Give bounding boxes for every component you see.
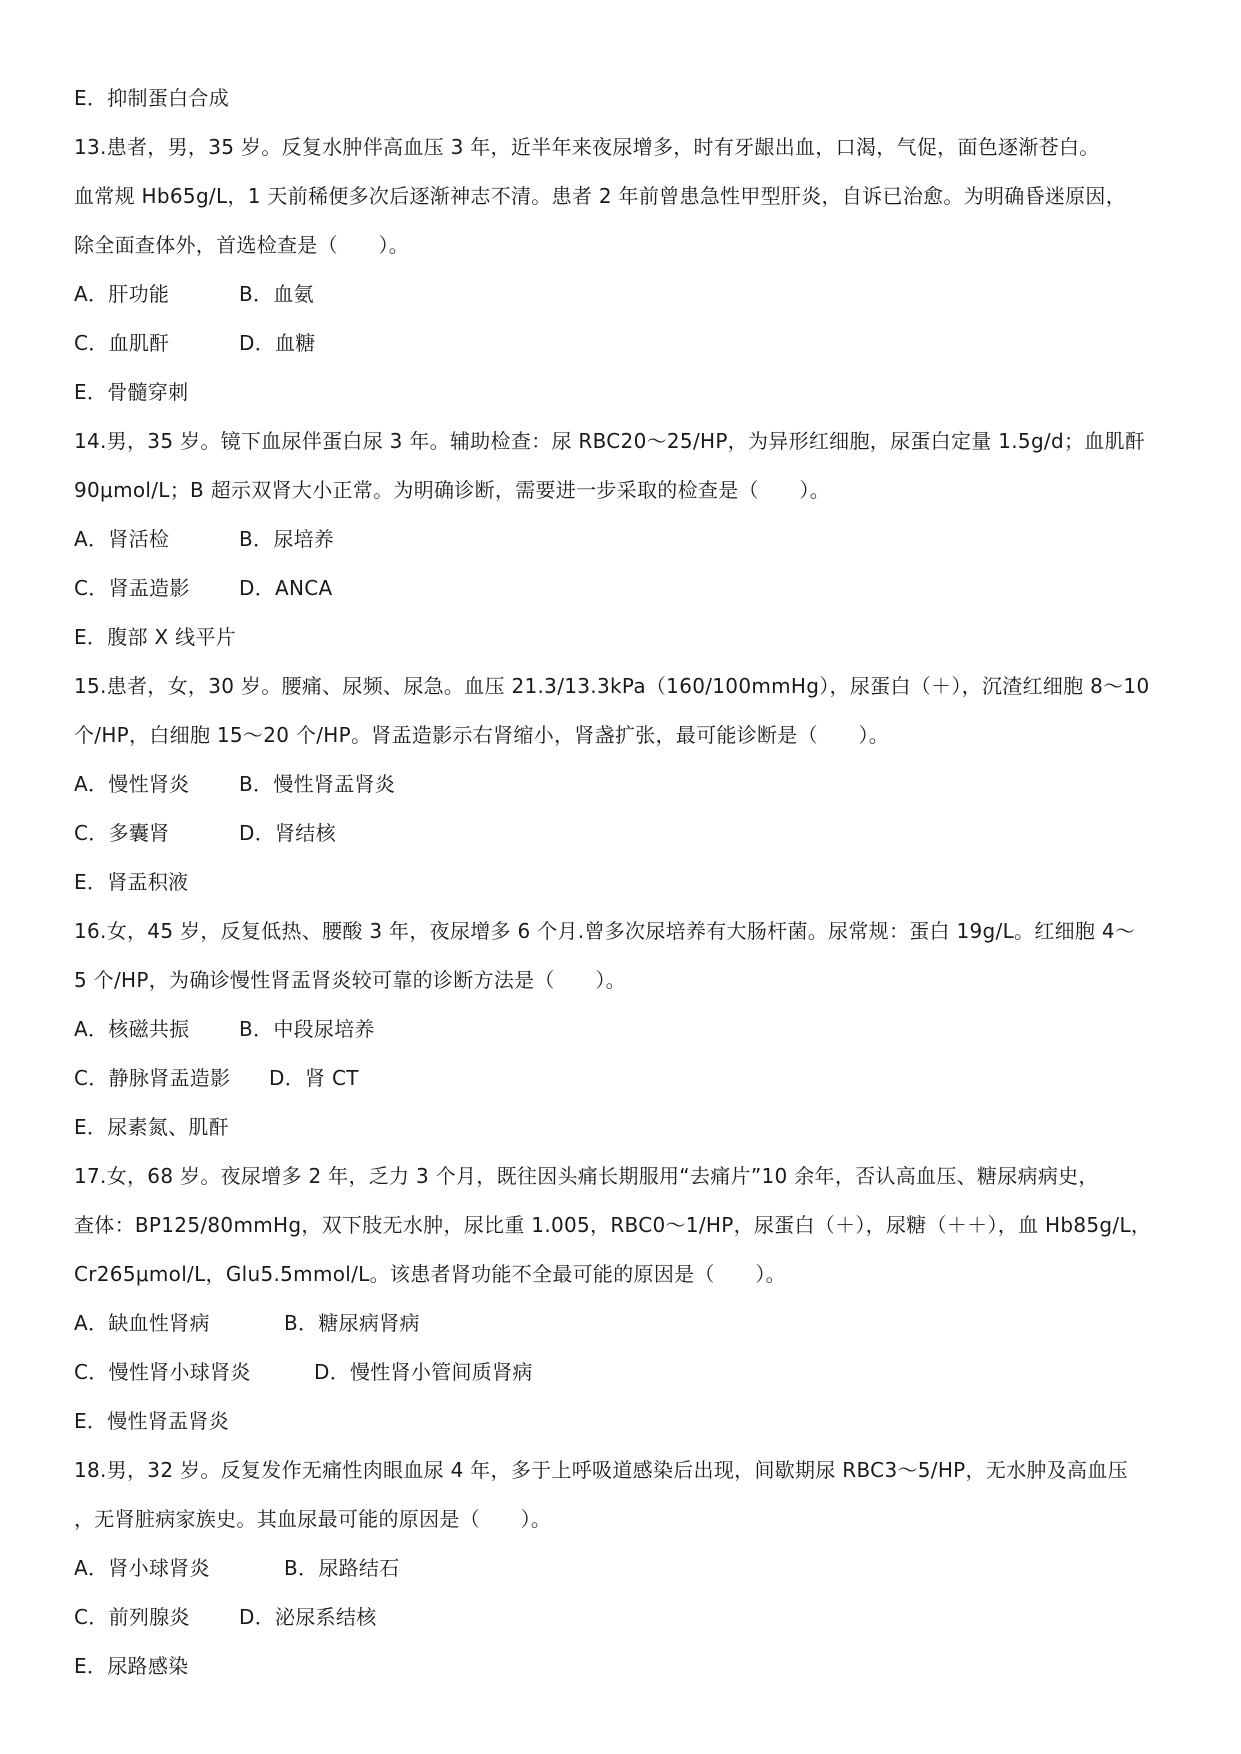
q15-option-b: B．慢性肾盂肾炎 <box>239 772 396 796</box>
q18-option-b: B．尿路结石 <box>284 1556 400 1580</box>
q17-stem-line-2: 查体：BP125/80mmHg，双下肢无水肿，尿比重 1.005，RBC0～1/HP，尿蛋白（＋），尿糖（＋＋），血 Hb85g/L， <box>74 1213 1152 1237</box>
q13-stem-line-1: 13.患者，男，35 岁。反复水肿伴高血压 3 年，近半年来夜尿增多，时有牙龈出血，口渴，气促，面色逐渐苍白。 <box>74 135 1100 159</box>
q15-option-c: C．多囊肾 <box>74 821 170 845</box>
exam-page <box>74 74 1174 1691</box>
q15-option-e: E．肾盂积液 <box>74 870 189 894</box>
q14-stem-line-2: 90μmol/L；B 超示双肾大小正常。为明确诊断，需要进一步采取的检查是（ ）。 <box>74 478 831 502</box>
q14-option-c: C．肾盂造影 <box>74 576 190 600</box>
q13-option-e: E．骨髓穿刺 <box>74 380 189 404</box>
q14-option-e: E．腹部 X 线平片 <box>74 625 237 649</box>
q16-option-a: A．核磁共振 <box>74 1017 190 1041</box>
q18-option-a: A．肾小球肾炎 <box>74 1556 210 1580</box>
q13-option-c: C．血肌酐 <box>74 331 170 355</box>
q15-options-cd <box>74 809 1174 858</box>
q13-option-a: A．肝功能 <box>74 282 170 306</box>
q14-option-d: D．ANCA <box>239 576 333 600</box>
q14-option-b: B．尿培养 <box>239 527 335 551</box>
q17-options-ab <box>74 1299 1174 1348</box>
q16-stem-line-1: 16.女，45 岁，反复低热、腰酸 3 年，夜尿增多 6 个月.曾多次尿培养有大肠杆菌。尿常规：蛋白 19g/L。红细胞 4～ <box>74 919 1136 943</box>
q15-option-a: A．慢性肾炎 <box>74 772 190 796</box>
q18-option-c: C．前列腺炎 <box>74 1605 190 1629</box>
q16-options-ab <box>74 1005 1174 1054</box>
q18-options-cd <box>74 1593 1174 1642</box>
q13-stem-line-3: 除全面查体外，首选检查是（ ）。 <box>74 233 410 257</box>
q13-options-ab <box>74 270 1174 319</box>
q16-option-d: D．肾 CT <box>269 1066 359 1090</box>
q18-option-e: E．尿路感染 <box>74 1654 189 1678</box>
q17-stem-line-3: Cr265μmol/L，Glu5.5mmol/L。该患者肾功能不全最可能的原因是（ ）。 <box>74 1262 786 1286</box>
q14-options-ab <box>74 515 1174 564</box>
q13-option-d: D．血糖 <box>239 331 316 355</box>
q16-option-c: C．静脉肾盂造影 <box>74 1066 231 1090</box>
q12-option-e: E．抑制蛋白合成 <box>74 86 230 110</box>
q16-option-b: B．中段尿培养 <box>239 1017 375 1041</box>
q18-stem-line-2: ，无肾脏病家族史。其血尿最可能的原因是（ ）。 <box>74 1507 552 1531</box>
q17-option-e: E．慢性肾盂肾炎 <box>74 1409 230 1433</box>
q14-option-a: A．肾活检 <box>74 527 170 551</box>
q17-options-cd <box>74 1348 1174 1397</box>
q18-stem-line-1: 18.男，32 岁。反复发作无痛性肉眼血尿 4 年，多于上呼吸道感染后出现，间歇期尿 RBC3～5/HP，无水肿及高血压 <box>74 1458 1128 1482</box>
q15-option-d: D．肾结核 <box>239 821 336 845</box>
q13-option-b: B．血氨 <box>239 282 314 306</box>
q18-options-ab <box>74 1544 1174 1593</box>
q16-stem-line-2: 5 个/HP，为确诊慢性肾盂肾炎较可靠的诊断方法是（ ）。 <box>74 968 626 992</box>
q17-stem-line-1: 17.女，68 岁。夜尿增多 2 年，乏力 3 个月，既往因头痛长期服用“去痛片”10 余年，否认高血压、糖尿病病史， <box>74 1164 1099 1188</box>
q17-option-c: C．慢性肾小球肾炎 <box>74 1360 251 1384</box>
q18-option-d: D．泌尿系结核 <box>239 1605 377 1629</box>
q15-stem-line-2: 个/HP，白细胞 15～20 个/HP。肾盂造影示右肾缩小，肾盏扩张，最可能诊断是（ ）。 <box>74 723 890 747</box>
q15-options-ab <box>74 760 1174 809</box>
q13-stem-line-2: 血常规 Hb65g/L，1 天前稀便多次后逐渐神志不清。患者 2 年前曾患急性甲型肝炎，自诉已治愈。为明确昏迷原因， <box>74 184 1127 208</box>
q16-option-e: E．尿素氮、肌酐 <box>74 1115 230 1139</box>
q13-options-cd <box>74 319 1174 368</box>
q17-option-b: B．糖尿病肾病 <box>284 1311 420 1335</box>
q14-stem-line-1: 14.男，35 岁。镜下血尿伴蛋白尿 3 年。辅助检查：尿 RBC20～25/HP，为异形红细胞，尿蛋白定量 1.5g/d；血肌酐 <box>74 429 1146 453</box>
q14-options-cd <box>74 564 1174 613</box>
q15-stem-line-1: 15.患者，女，30 岁。腰痛、尿频、尿急。血压 21.3/13.3kPa（160/100mmHg），尿蛋白（＋），沉渣红细胞 8～10 <box>74 674 1150 698</box>
q17-option-d: D．慢性肾小管间质肾病 <box>314 1360 533 1384</box>
q17-option-a: A．缺血性肾病 <box>74 1311 210 1335</box>
q16-options-cd <box>74 1054 1174 1103</box>
